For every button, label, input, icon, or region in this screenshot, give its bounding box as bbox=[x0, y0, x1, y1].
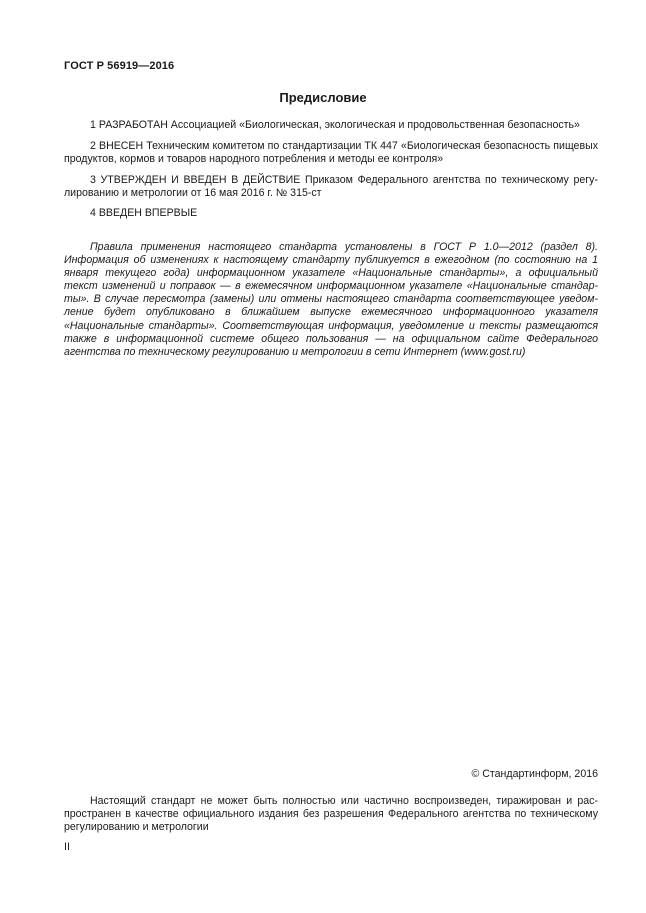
foreword-item-developed: 1 РАЗРАБОТАН Ассоциацией «Биологическая, экологическая и продовольственная безопасность» bbox=[90, 119, 580, 131]
reproduction-notice: Настоящий стандарт не может быть полностью или частично воспроизведен, тиражирован и распространен в качестве официального издания без разрешения Федерального агентства по техническому регулированию и метрологии bbox=[64, 795, 598, 834]
page-title: Предисловие bbox=[279, 90, 367, 105]
copyright-notice: © Стандартинформ, 2016 bbox=[471, 768, 598, 780]
standard-designation: ГОСТ Р 56919—2016 bbox=[64, 60, 175, 72]
page-number: II bbox=[64, 841, 70, 853]
foreword-item-approved: 3 УТВЕРЖДЕН И ВВЕДЕН В ДЕЙСТВИЕ Приказом Федерального агентства по техническому регулированию и метрологии от 16 мая 2016 г. № 315-ст bbox=[64, 174, 598, 199]
foreword-item-introduced: 2 ВНЕСЕН Техническим комитетом по стандартизации ТК 447 «Биологическая безопасность пищевых продуктов, кормов и товаров народного потребления и методы ее контроля» bbox=[64, 140, 598, 165]
application-rules-note: Правила применения настоящего стандарта установлены в ГОСТ Р 1.0—2012 (раздел 8). Информация об изменениях к настоящему стандарту публикуется в ежегодном (по состоянию на 1 января текущего года) информационном указателе «Национальные стандарты», а официальный текст изменений и поправок — в ежемесячном информационном указателе «Национальные стандарты». В случае пересмотра (замены) или отмены настоящего стандарта соответствующее уведомление будет опубликовано в ближайшем выпуске ежемесячного информационного указателя «Национальные стандарты». Соответствующая информация, уведомление и тексты размещаются также в информационной системе общего пользования — на официальном сайте Федерального агентства по техническому регулированию и метрологии в сети Интернет (www.gost.ru) bbox=[64, 241, 598, 358]
foreword-item-first-introduced: 4 ВВЕДЕН ВПЕРВЫЕ bbox=[90, 207, 198, 219]
